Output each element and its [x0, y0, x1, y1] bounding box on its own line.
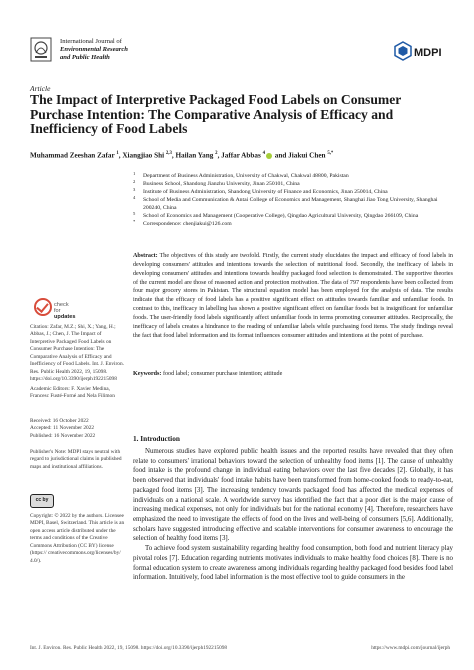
- affiliation-number: 3: [133, 187, 136, 192]
- abstract-text: The objectives of this study are twofold. Firstly, the current study elucidates the impact and efficacy of food labels in developing consumers' attitudes and intentions towards the selection of nutritional food. Secondly, the inefficacy of labels in developing consumers' attitudes and intentions towards healthy packaged food selection is demonstrated. The supportive theories of the current model are those of reasoned action and protection motivation. The data of 797 respondents have been collected from four major grocery stores in Pakistan. The structural equation model has been employed for the analysis of data. The results indicate that the efficacy of food labels has a positive significant effect on attitudes towards familiar and unfamiliar foods. In contrast to this, inefficacy in labelling has shown a positive significant effect on familiar foods but is insignificant for unfamiliar foods. The user-friendly food labels significantly affect unfamiliar foods in terms promoting consumer attitudes. Reciprocally, the inefficacy of labels creates a hindrance to the reading of unfamiliar labels while purchasing food items. The study findings reveal the fact that food label information and its format influences consumer attitudes and intentions at the point of purchase.: [133, 253, 453, 339]
- publication-dates: [30, 418, 125, 440]
- author-name: Xiangjiao Shi: [122, 151, 166, 160]
- affiliation-number: 4: [133, 195, 136, 200]
- page-footer: [30, 645, 450, 651]
- mdpi-logo: [394, 41, 446, 63]
- intro-paragraph-2: To achieve food system sustainability regarding healthy food consumption, both food and nutrient literacy play pivotal roles [7]. Education regarding nutrients motivates individuals to make healthy food choices [8]. There is no formal education system to create awareness among individuals regarding healthy packaged food besides food label information. Intuitively, food label information is the most effective tool to guide consumers in the: [133, 545, 453, 582]
- journal-name-line1: International Journal of: [60, 38, 122, 45]
- affiliation-number: 1: [133, 171, 136, 176]
- author-separator: and: [272, 151, 289, 160]
- journal-name-line3: and Public Health: [60, 54, 110, 62]
- journal-logo: [30, 37, 52, 62]
- author-separator: ,: [171, 151, 176, 160]
- keywords-text: food label; consumer purchase intention; attitude: [162, 371, 283, 377]
- footer-citation[interactable]: Int. J. Environ. Res. Public Health 2022, 19, 15098. https://doi.org/10.3390/ijerph192215098: [30, 645, 228, 651]
- check-line1: check for: [54, 302, 69, 315]
- copyright: Copyright: © 2022 by the authors. Licensee MDPI, Basel, Switzerland. This article is an open access article distributed under the terms and conditions of the Creative Commons Attribution (CC BY) license (https:// creativecommons.org/licenses/by/ 4.0/).: [30, 513, 125, 564]
- journal-name: [60, 38, 128, 63]
- received-date: Received: 16 October 2022: [30, 418, 89, 424]
- article-title: The Impact of Interpretive Packaged Food Labels on Consumer Purchase Intention: The Comparative Analysis of Efficacy and Inefficiency of Food Labels: [30, 92, 402, 137]
- affiliation-text: Business School, Shandong Jianzhu University, Jinan 250101, China: [143, 181, 300, 187]
- academic-editors: Academic Editors: F. Xavier Medina, Francesc Fusté-Forné and Nela Filimon: [30, 386, 115, 400]
- journal-name-line2: Environmental Research: [60, 46, 128, 54]
- keywords-label: Keywords:: [133, 371, 162, 377]
- affiliation-item: [133, 188, 453, 196]
- affiliation-item: [133, 212, 453, 220]
- affiliations: [133, 172, 453, 228]
- mdpi-logo-text: MDPI: [414, 47, 442, 59]
- keywords: [133, 370, 453, 379]
- cc-license-icon[interactable]: cc by: [30, 494, 54, 508]
- published-date: Published: 16 November 2022: [30, 432, 96, 439]
- section-heading-introduction: 1. Introduction: [133, 434, 180, 443]
- affiliation-item: [133, 172, 453, 180]
- affiliation-number: *: [133, 219, 136, 224]
- author-name: Jaffar Abbas: [221, 151, 263, 160]
- publisher-note: Publisher's Note: MDPI stays neutral with regard to jurisdictional claims in published maps and institutional affiliations.: [30, 449, 122, 470]
- affiliation-text: School of Economics and Management (Cooperative College), Qingdao Agricultural University, Qingdao 266109, China: [143, 213, 419, 219]
- affiliation-item: [133, 196, 453, 212]
- citation: Citation: Zafar, M.Z.; Shi, X.; Yang, H.; Abbas, J.; Chen, J. The Impact of Interpretive Packaged Food Labels on Consumer Purchase Intention: The Comparative Analysis of Efficacy and Inefficiency of Food Labels. Int. J. Environ. Res. Public Health 2022, 19, 15098. https://doi.org/10.3390/ijerph192215098: [30, 324, 124, 383]
- author-affiliation-sup: 4: [262, 151, 265, 156]
- abstract-label: Abstract:: [133, 253, 158, 259]
- author-separator: ,: [217, 151, 222, 160]
- author-name: Muhammad Zeeshan Zafar: [30, 151, 117, 160]
- affiliation-number: 5: [133, 211, 136, 216]
- author-affiliation-sup: 1: [116, 151, 119, 156]
- abstract: [133, 252, 453, 340]
- check-line2: updates: [54, 314, 76, 321]
- author-name: Jiakui Chen: [288, 151, 328, 160]
- author-affiliation-sup: 2,3: [165, 151, 172, 156]
- checkmark-icon: [34, 298, 52, 316]
- affiliation-text: Institute of Business Administration, Shandong University of Finance and Economics, Jinan 250014, China: [143, 189, 388, 195]
- footer-journal-url[interactable]: https://www.mdpi.com/journal/ijerph: [371, 645, 450, 651]
- author-affiliation-sup: 2: [215, 151, 218, 156]
- orcid-icon[interactable]: [266, 153, 272, 159]
- affiliation-text: Department of Business Administration, University of Chakwal, Chakwal 48800, Pakistan: [143, 173, 349, 179]
- affiliation-text: School of Media and Communication & Antai College of Economics and Management, Shanghai Jiao Tong University, Shanghai 200240, China: [143, 197, 438, 211]
- author-name: Hailan Yang: [175, 151, 216, 160]
- accepted-date: Accepted: 11 November 2022: [30, 425, 95, 432]
- introduction-body: [133, 447, 453, 583]
- author-affiliation-sup: 5,*: [327, 151, 334, 156]
- check-for-updates-label: [54, 302, 75, 321]
- affiliation-item: [133, 180, 453, 188]
- intro-paragraph-1: Numerous studies have explored public health issues and the reported results have revealed that they often relate to consumers' irrational behaviors toward the selection of unhealthy food items [1]. The cause of unhealthy food intake is the profound change in individual eating behaviors over the last five decades [2]. Globally, it has been observed that individuals' food intake habits have been transformed from home-cooked foods to ready-to-eat, packaged food items [3]. The increasing tendency towards packaged food has affected the medical expenses of individuals on a national scale. A worldwide survey has identified the fact that a poor diet is the major cause of increasing medical expenses, not only for individuals but for the national economy [4]. Therefore, researchers have emphasized the need to investigate the effects of food on the lives and well-being of consumers [5,6]. Additionally, scholars have suggested introducing effective and scalable interventions for consumer awareness to encourage the selection of healthy food items [3].: [133, 448, 453, 543]
- affiliation-text: Correspondence: chenjiakui@126.com: [143, 221, 232, 227]
- author-list: [30, 151, 450, 159]
- affiliation-item: [133, 220, 453, 228]
- article-type: Article: [30, 84, 51, 93]
- affiliation-number: 2: [133, 179, 136, 184]
- author-separator: ,: [118, 151, 123, 160]
